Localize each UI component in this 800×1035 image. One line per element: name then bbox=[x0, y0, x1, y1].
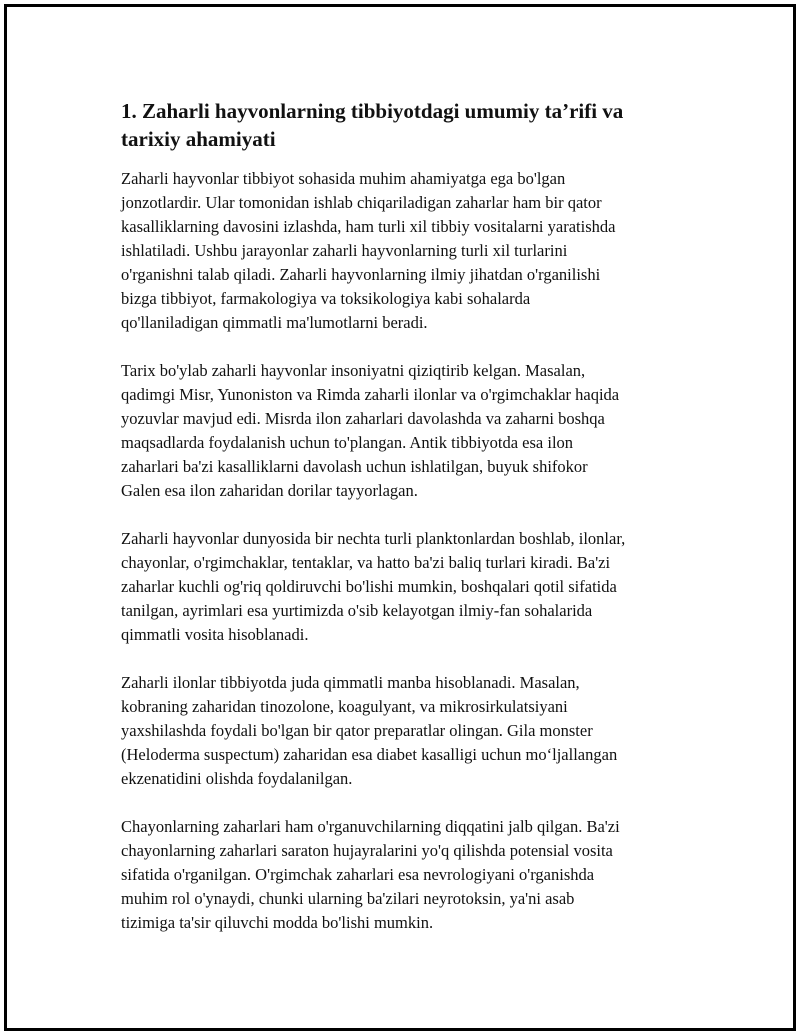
section-heading: 1. Zaharli hayvonlarning tibbiyotdagi umumiy ta’rifi va tarixiy ahamiyati bbox=[121, 99, 624, 151]
paragraph-3: Zaharli hayvonlar dunyosida bir nechta turli planktonlardan boshlab, ilonlar, chayonlar, o'rgimchaklar, tentaklar, va hatto ba'zi baliq turlari kiradi. Ba'zi zaharlar kuchli og'riq qoldiruvchi bo'lishi mumkin, boshqalari qotil sifatida tanilgan, ayrimlari esa yurtimizda o'sib kelayotgan ilmiy-fan sohalarida qimmatli vosita hisoblanadi. bbox=[121, 529, 626, 644]
page-frame bbox=[4, 4, 796, 1031]
document-body bbox=[121, 97, 701, 959]
paragraph-2: Tarix bo'ylab zaharli hayvonlar insoniyatni qiziqtirib kelgan. Masalan, qadimgi Misr, Yunoniston va Rimda zaharli ilonlar va o'rgimchaklar haqida yozuvlar mavjud edi. Misrda ilon zaharlari davolashda va zaharni boshqa maqsadlarda foydalanish uchun to'plangan. Antik tibbiyotda esa ilon zaharlari ba'zi kasalliklarni davolash uchun ishlatilgan, buyuk shifokor Galen esa ilon zaharidan dorilar tayyorlagan. bbox=[121, 361, 620, 500]
paragraph-4: Zaharli ilonlar tibbiyotda juda qimmatli manba hisoblanadi. Masalan, kobraning zaharidan tinozolone, koagulyant, va mikrosirkulatsiyani yaxshilashda foydali bo'lgan bir qator preparatlar olingan. Gila monster (Heloderma suspectum) zaharidan esa diabet kasalligi uchun mo‘ljallangan ekzenatidini olishda foydalanilgan. bbox=[121, 673, 618, 788]
paragraph-5: Chayonlarning zaharlari ham o'rganuvchilarning diqqatini jalb qilgan. Ba'zi chayonlarning zaharlari saraton hujayralarini yo'q qilishda potensial vosita sifatida o'rganilgan. O'rgimchak zaharlari esa nevrologiyani o'rganishda muhim rol o'ynaydi, chunki ularning ba'zilari neyrotoksin, ya'ni asab tizimiga ta'sir qiluvchi modda bo'lishi mumkin. bbox=[121, 817, 620, 932]
paragraph-1: Zaharli hayvonlar tibbiyot sohasida muhim ahamiyatga ega bo'lgan jonzotlardir. Ular tomonidan ishlab chiqariladigan zaharlar ham bir qator kasalliklarning davosini izlashda, ham turli xil tibbiy vositalarni yaratishda ishlatiladi. Ushbu jarayonlar zaharli hayvonlarning turli xil turlarini o'rganishni talab qiladi. Zaharli hayvonlarning ilmiy jihatdan o'rganilishi bizga tibbiyot, farmakologiya va toksikologiya kabi sohalarda qo'llaniladigan qimmatli ma'lumotlarni beradi. bbox=[121, 169, 616, 332]
